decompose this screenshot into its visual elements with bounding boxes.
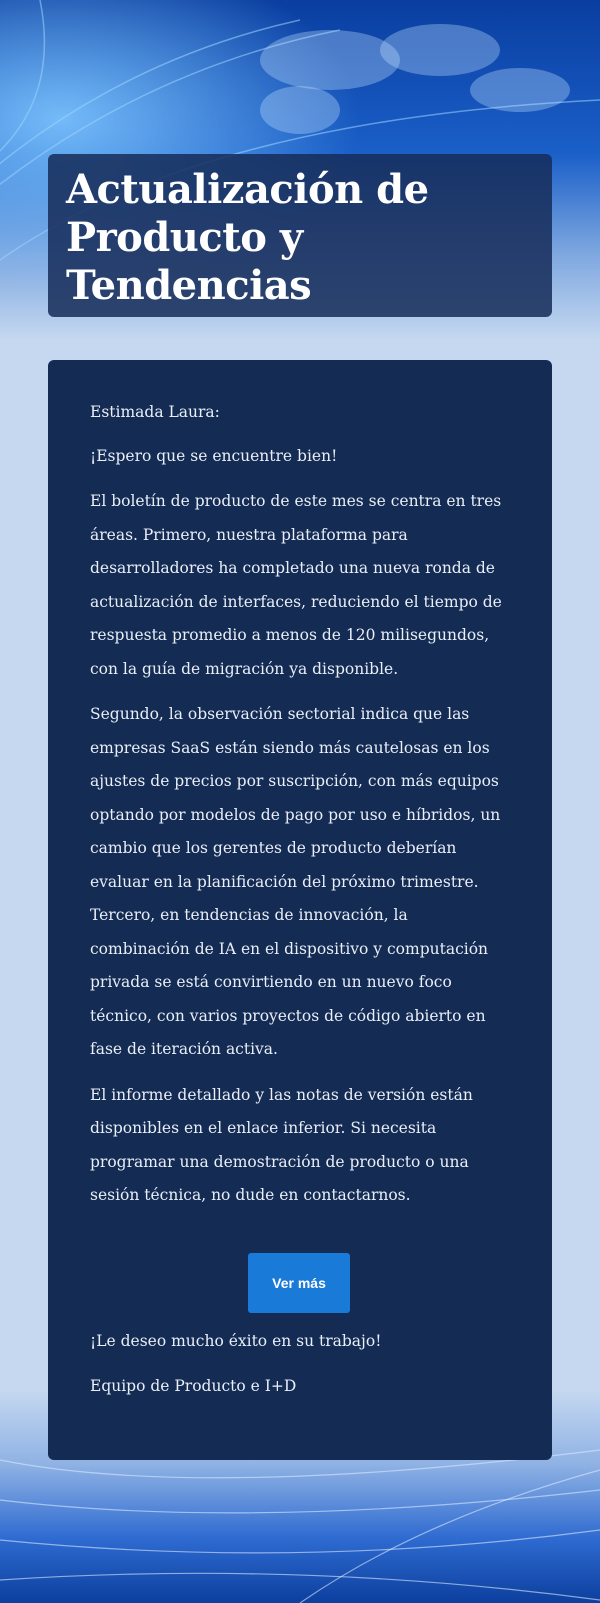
cta-container	[90, 1253, 508, 1313]
paragraph-product-update: El boletín de producto de este mes se centra en tres áreas. Primero, nuestra plataforma para desarrolladores ha completado una nueva ronda de actualización de interfaces, reduciendo el tiempo de respuesta promedio a menos de 120 milisegundos, con la guía de migración ya disponible.	[90, 492, 502, 678]
greeting: ¡Espero que se encuentre bien!	[90, 446, 338, 465]
message-card	[48, 360, 552, 1460]
paragraph-contact: El informe detallado y las notas de versión están disponibles en el enlace inferior. Si necesita programar una demostración de producto o una sesión técnica, no dude en contactarnos.	[90, 1085, 473, 1204]
page-title: Actualización de Producto y Tendencias	[66, 166, 429, 309]
signature: Equipo de Producto e I+D	[90, 1377, 297, 1395]
paragraph-trends: Segundo, la observación sectorial indica que las empresas SaaS están siendo más cautelosas en los ajustes de precios por suscripción, con más equipos optando por modelos de pago por uso e híbridos, un cambio que los gerentes de producto deberían evaluar en la planificación del próximo trimestre. Tercero, en tendencias de innovación, la combinación de IA en el dispositivo y computación privada se está convirtiendo en un nuevo foco técnico, con varios proyectos de código abierto en fase de iteración activa.	[90, 705, 501, 1058]
header-banner	[48, 154, 552, 317]
see-more-button[interactable]: Ver más	[248, 1253, 350, 1313]
closing-line: ¡Le deseo mucho éxito en su trabajo!	[90, 1331, 382, 1350]
salutation: Estimada Laura:	[90, 403, 220, 421]
